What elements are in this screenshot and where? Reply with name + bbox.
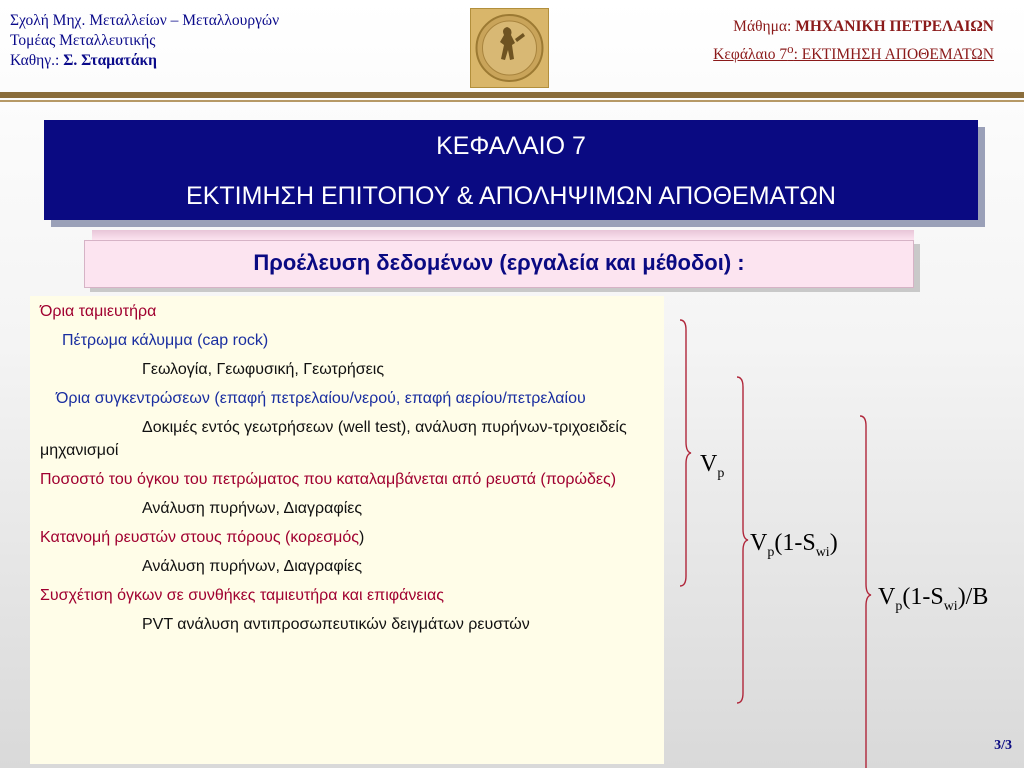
header-left [10,11,279,71]
chapter-prefix: Κεφάλαιο 7 [713,46,788,64]
professor-prefix: Καθηγ.: [10,52,60,69]
item-cap-rock: Πέτρωμα κάλυμμα (cap rock) [62,332,269,349]
subtitle-banner-bevel [92,230,914,240]
course-line [713,16,994,38]
item-saturation-method: Ανάλυση πυρήνων, Διαγραφίες [142,558,363,575]
header-rule-thick [0,92,1024,98]
professor-name: Σ. Σταματάκη [63,52,157,69]
brace-3 [856,414,872,768]
item-saturation-close: ) [359,529,365,546]
formula-vp-swi: $V_p(1-S_{wi})$ [750,530,838,560]
brace-2 [733,375,749,705]
header-right [713,16,994,66]
brace-1 [676,318,692,588]
item-reservoir-limits: Όρια ταμιευτήρα [40,303,157,320]
item-contact-limits: Όρια συγκεντρώσεων (επαφή πετρελαίου/νερού, επαφή αερίου/πετρελαίου [56,390,586,407]
formula-vp-swi-b: $V_p(1-S_{wi})/B$ [878,584,989,614]
sector-name: Τομέας Μεταλλευτικής [10,32,156,49]
item-volume-correlation-method: PVT ανάλυση αντιπροσωπευτικών δειγμάτων ρευστών [142,616,530,633]
item-contact-limits-method: Δοκιμές εντός γεωτρήσεων (well test), ανάλυση πυρήνων-τριχοειδείς μηχανισμοί [40,419,627,459]
item-volume-correlation: Συσχέτιση όγκων σε συνθήκες ταμιευτήρα και επιφάνειας [40,587,445,604]
page-number: 3/3 [994,738,1012,753]
title-line-2: ΕΚΤΙΜΗΣΗ ΕΠΙΤΟΠΟΥ & ΑΠΟΛΗΨΙΜΩΝ ΑΠΟΘΕΜΑΤΩΝ [186,182,836,210]
item-porosity: Ποσοστό του όγκου του πετρώματος που καταλαμβάνεται από ρευστά (πορώδες) [40,471,617,488]
school-name: Σχολή Μηχ. Μεταλλείων – Μεταλλουργών [10,12,280,29]
item-porosity-method: Ανάλυση πυρήνων, Διαγραφίες [142,500,363,517]
formula-vp: $V_p$ [700,451,725,481]
course-name: ΜΗΧΑΝΙΚΗ ΠΕΤΡΕΛΑΙΩΝ [795,18,994,35]
chapter-title: : ΕΚΤΙΜΗΣΗ ΑΠΟΘΕΜΑΤΩΝ [793,46,994,64]
item-saturation-text: Κατανομή ρευστών στους πόρους (κορεσμός [40,529,360,546]
course-prefix: Μάθημα: [733,18,792,35]
title-line-1: ΚΕΦΑΛΑΙΟ 7 [436,132,586,160]
university-emblem-logo [470,8,549,88]
chapter-sup: ο [787,41,794,56]
subtitle-text: Προέλευση δεδομένων (εργαλεία και μέθοδοι) : [84,240,914,288]
item-saturation [40,526,654,549]
content-box [30,296,664,764]
header-rule-thin [0,100,1024,102]
item-cap-rock-method: Γεωλογία, Γεωφυσική, Γεωτρήσεις [142,361,385,378]
professor-line [10,51,279,71]
chapter-line [713,38,994,66]
chapter-title-box [44,120,978,220]
subtitle-banner [84,230,926,290]
